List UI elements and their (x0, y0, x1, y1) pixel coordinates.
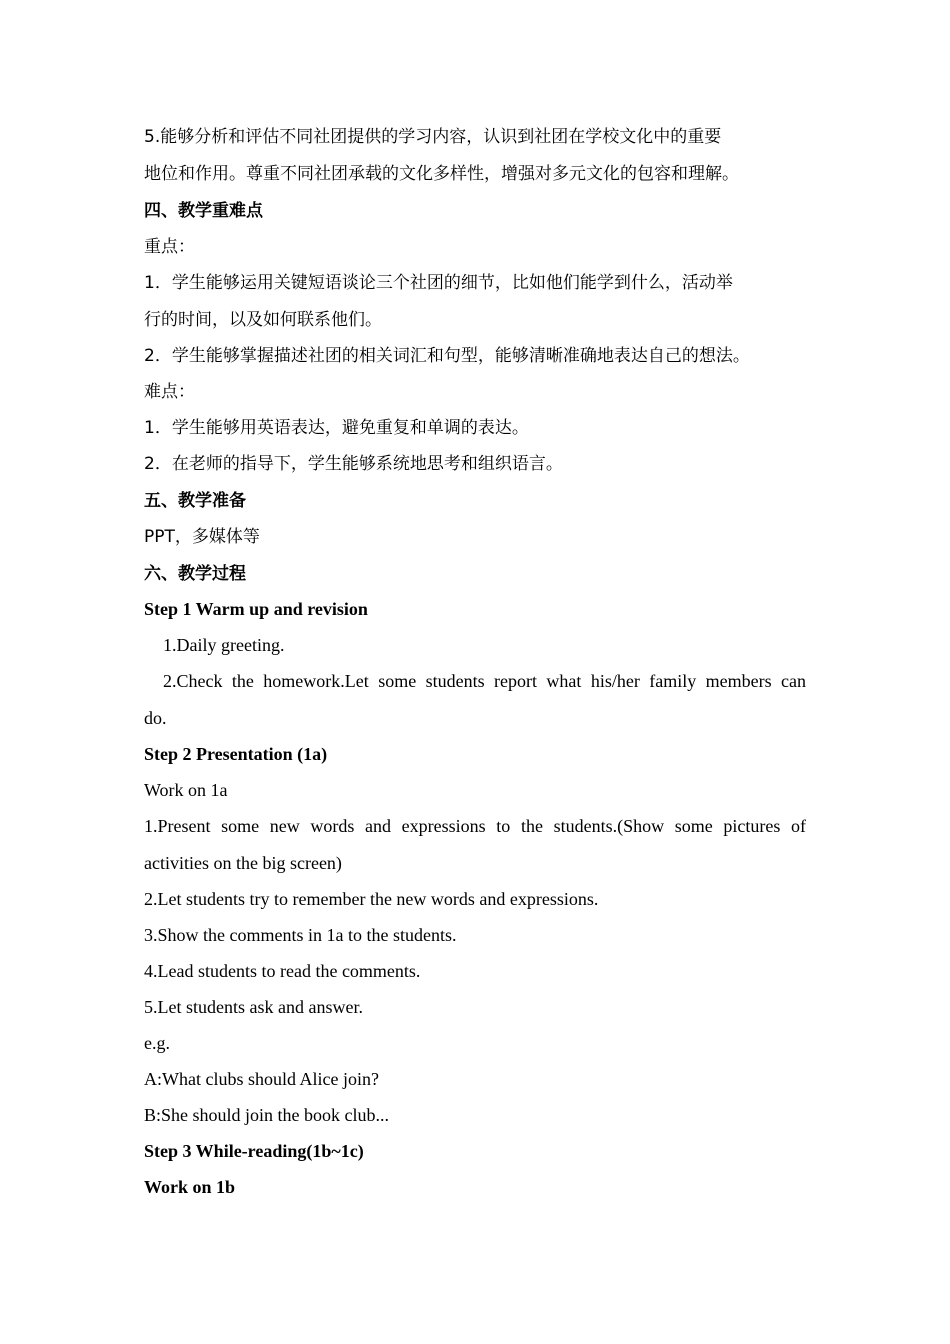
step-2-heading: Step 2 Presentation (1a) (144, 744, 328, 764)
step-1-item-2-line-2: do. (144, 708, 167, 728)
objective-5-line-2: 地位和作用。尊重不同社团承载的文化多样性，增强对多元文化的包容和理解。 (144, 164, 739, 184)
step-2-item-4: 4.Lead students to read the comments. (144, 961, 421, 981)
step-1-item-1: 1.Daily greeting. (163, 635, 285, 655)
step-1-heading: Step 1 Warm up and revision (144, 599, 368, 619)
example-question: A:What clubs should Alice join? (144, 1069, 379, 1089)
difficulties-label: 难点： (144, 382, 195, 402)
step-2-item-1-line-2: activities on the big screen) (144, 853, 342, 873)
example-answer: B:She should join the book club... (144, 1105, 389, 1125)
key-point-2: 2．学生能够掌握描述社团的相关词汇和句型，能够清晰准确地表达自己的想法。 (144, 346, 750, 366)
step-2-item-2: 2.Let students try to remember the new words and expressions. (144, 889, 599, 909)
section-heading-preparation: 五、教学准备 (144, 491, 246, 511)
section-heading-process: 六、教学过程 (144, 564, 246, 584)
difficulty-2: 2．在老师的指导下，学生能够系统地思考和组织语言。 (144, 454, 563, 474)
objective-5-line-1: 5.能够分析和评估不同社团提供的学习内容，认识到社团在学校文化中的重要 (144, 127, 722, 147)
key-points-label: 重点： (144, 237, 195, 257)
step-2-item-5: 5.Let students ask and answer. (144, 997, 363, 1017)
section-heading-key-points: 四、教学重难点 (144, 201, 263, 221)
step-1-item-2-line-1: 2.Check the homework.Let some students report what his/her family members can (163, 671, 806, 691)
step-3-heading: Step 3 While-reading(1b~1c) (144, 1141, 364, 1161)
example-label: e.g. (144, 1033, 170, 1053)
step-2-item-3: 3.Show the comments in 1a to the students. (144, 925, 457, 945)
key-point-1-line-2: 行的时间，以及如何联系他们。 (144, 310, 382, 330)
preparation-text: PPT，多媒体等 (144, 527, 260, 547)
step-2-item-1-line-1: 1.Present some new words and expressions to the students.(Show some pictures of (144, 816, 806, 836)
difficulty-1: 1．学生能够用英语表达，避免重复和单调的表达。 (144, 418, 529, 438)
step-3-subheading: Work on 1b (144, 1177, 236, 1197)
key-point-1-line-1: 1．学生能够运用关键短语谈论三个社团的细节，比如他们能学到什么，活动举 (144, 273, 733, 293)
step-2-subheading: Work on 1a (144, 780, 228, 800)
